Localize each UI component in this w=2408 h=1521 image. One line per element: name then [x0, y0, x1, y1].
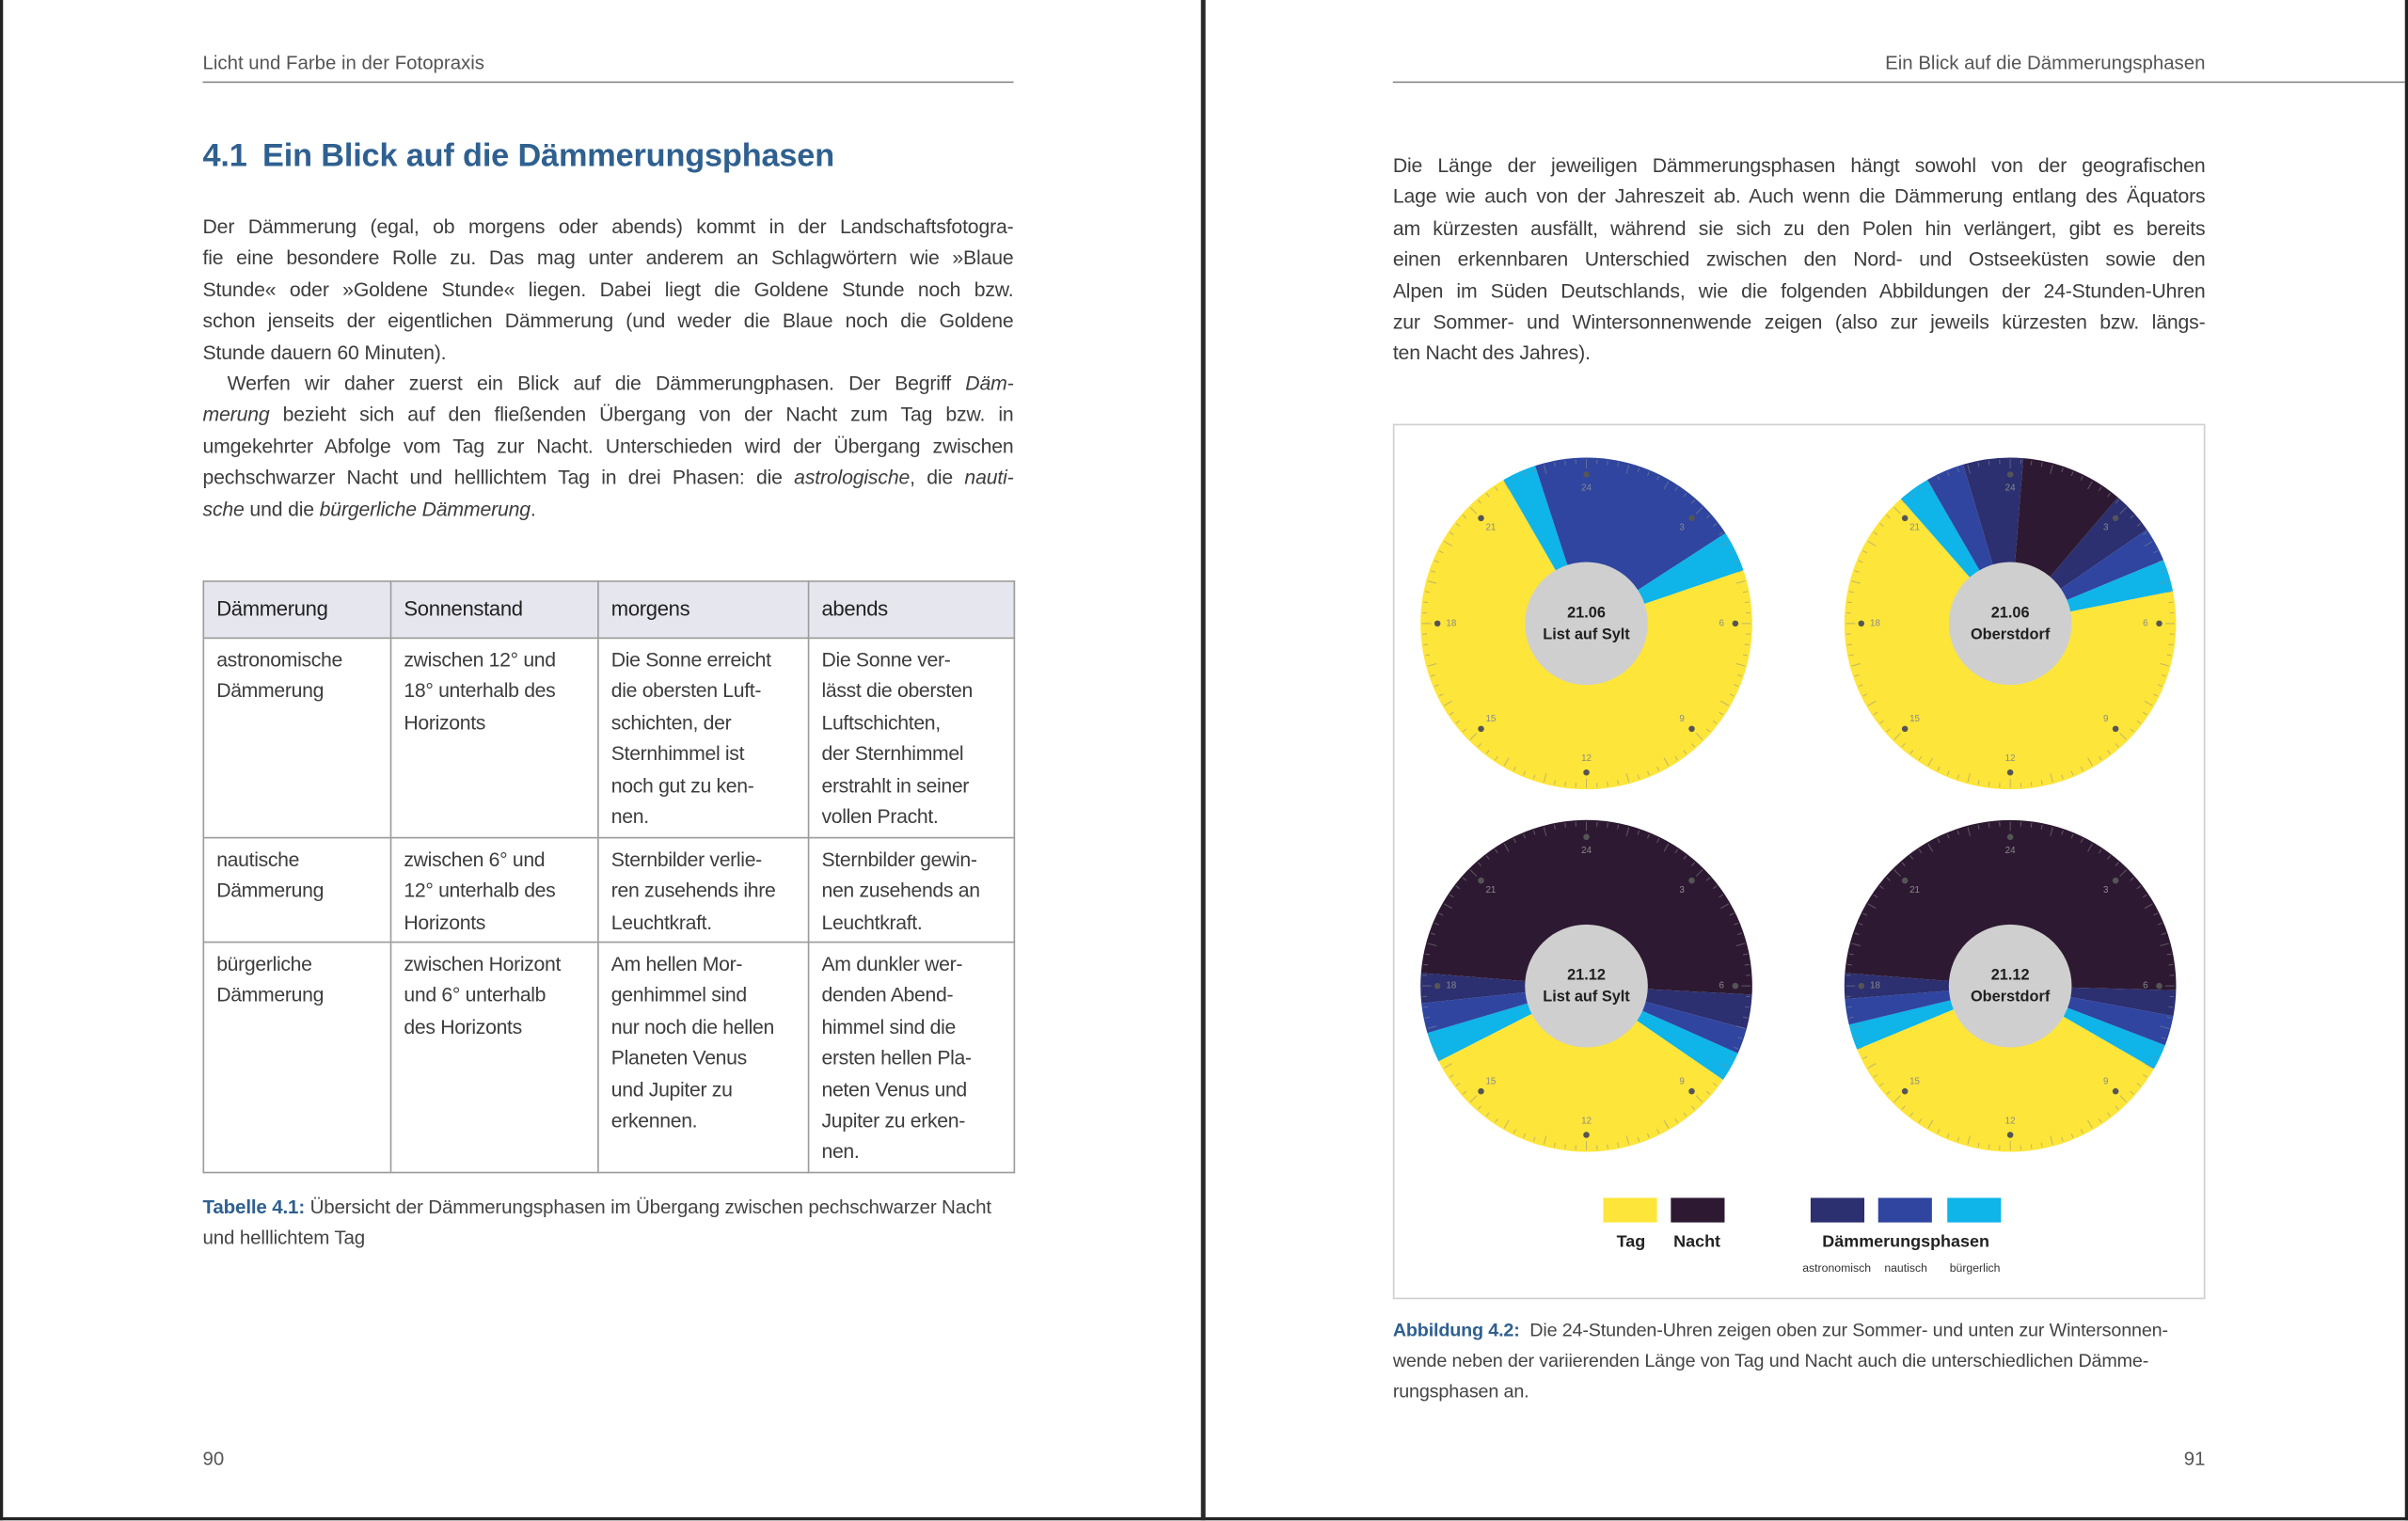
- body-text-right: [1393, 151, 2206, 370]
- clock-hour-label: 18: [1870, 980, 1880, 991]
- clock-center: [1949, 925, 2072, 1048]
- clock-hour-dot: [2007, 834, 2014, 841]
- table-row: [203, 838, 1014, 943]
- emphasis-text: bürgerliche Dämmerung: [319, 497, 531, 520]
- section-title: Ein Blick auf die Dämmerungsphasen: [262, 137, 834, 174]
- clock-hour-dot: [1733, 621, 1739, 627]
- clock-place: Oberstdorf: [1970, 626, 2051, 643]
- clock-hour-label: 9: [1679, 1076, 1685, 1087]
- table-cell: zwischen 6° und 12° unterhalb des Horizonts: [391, 838, 598, 943]
- clock-tick: [2031, 461, 2032, 466]
- clock-tick: [2031, 1145, 2032, 1149]
- table-caption: [203, 1192, 1014, 1253]
- clock-hour-dot: [1478, 878, 1484, 884]
- clock-place: List auf Sylt: [1543, 626, 1630, 643]
- clock-figure: [1393, 424, 2206, 1300]
- clock-hour-label: 15: [1485, 713, 1497, 724]
- clock-hour-label: 18: [1870, 618, 1880, 629]
- clock-tick: [1565, 823, 1566, 828]
- clock-hour-label: 24: [2004, 845, 2016, 856]
- clock-21-12-list-auf-sylt: [1420, 820, 1752, 1152]
- page-number-left: 90: [202, 1448, 225, 1470]
- table-cell: nautische Dämmerung: [203, 838, 390, 943]
- table-cell: zwischen Horizont und 6° unterhalb des Horizonts: [391, 943, 598, 1173]
- clock-hour-label: 12: [2004, 1116, 2016, 1127]
- legend-swatch-nautisch: [1878, 1197, 1932, 1222]
- legend-label-astronomisch: astronomisch: [1802, 1260, 1872, 1275]
- clock-hour-label: 6: [1719, 980, 1724, 991]
- clock-tick: [1847, 1006, 1852, 1007]
- text-line: [203, 275, 1014, 306]
- legend-label-tag: Tag: [1616, 1233, 1646, 1252]
- clock-tick: [1423, 602, 1428, 603]
- table-header-cell: abends: [809, 581, 1015, 638]
- clock-tick: [1565, 782, 1566, 786]
- emphasis-text: Däm-: [965, 372, 1014, 395]
- clock-hour-label: 21: [1485, 522, 1497, 533]
- clock-hour-dot: [1902, 1088, 1909, 1095]
- caption-text: Übersicht der Dämmerungsphasen im Übergang zwischen pechschwarzer Nacht und helllichtem Tag: [202, 1196, 991, 1249]
- clock-hour-dot: [2156, 621, 2162, 627]
- text-line: [1393, 214, 2206, 245]
- table-header-cell: Sonnenstand: [391, 581, 598, 638]
- clock-hour-dot: [1688, 878, 1695, 884]
- clock-hour-label: 9: [1679, 713, 1685, 724]
- clock-tick: [1423, 964, 1428, 965]
- text-run: Stunde dauern 60 Minuten).: [202, 340, 447, 364]
- clock-center: [1525, 562, 1648, 686]
- clock-hour-label: 24: [2004, 483, 2016, 494]
- running-head-right: Ein Blick auf die Dämmerungsphasen: [1885, 52, 2206, 74]
- figure-caption: [1393, 1315, 2206, 1407]
- clock-tick: [1988, 782, 1989, 786]
- text-run: Alpen im Süden Deutschlands, wie die folgenden Abbildungen der 24-Stunden-Uhren: [1392, 278, 2206, 302]
- table-cell: Am dunkler wer- denden Abend- himmel sind die ersten hellen Pla- neten Venus und Jupiter zu erken- nen.: [809, 943, 1015, 1173]
- clock-tick: [2168, 644, 2173, 645]
- legend-swatch-buergerlich: [1947, 1197, 2001, 1222]
- table-cell: astronomische Dämmerung: [203, 638, 390, 837]
- clock-tick: [1745, 644, 1750, 645]
- text-run: ten Nacht des Jahres).: [1392, 341, 1591, 365]
- clock-tick: [2031, 823, 2032, 828]
- legend-swatch-nacht: [1671, 1197, 1724, 1222]
- text-run: umgekehrter Abfolge vom Tag zur Nacht. Unterschieden wird der Übergang zwischen: [202, 434, 1014, 458]
- clock-hour-dot: [2113, 515, 2119, 522]
- clock-hour-dot: [1688, 515, 1695, 522]
- clock-hour-label: 3: [2103, 522, 2109, 533]
- clock-tick: [1988, 1145, 1989, 1149]
- text-run: .: [530, 497, 536, 520]
- clock-hour-label: 18: [1446, 980, 1457, 991]
- clock-hour-dot: [2113, 1088, 2119, 1095]
- clock-tick: [1745, 1006, 1750, 1007]
- text-run: schon jenseits der eigentlichen Dämmerung (und weder die Blaue noch die Goldene: [202, 309, 1014, 332]
- clock-21-06-oberstdorf: [1845, 458, 2177, 790]
- legend-label-buergerlich: bürgerlich: [1949, 1260, 2001, 1275]
- table-cell: Die Sonne ver- lässt die obersten Luftschichten, der Sternhimmel erstrahlt in seiner vollen Pracht.: [809, 638, 1015, 837]
- text-run: am kürzesten ausfällt, während sie sich zu den Polen hin verlängert, gibt es bereits: [1392, 215, 2206, 240]
- emphasis-text: merung: [202, 403, 270, 426]
- clock-21-06-list-auf-sylt: [1420, 458, 1752, 790]
- text-line: [1393, 276, 2206, 307]
- clock-hour-dot: [1583, 471, 1590, 478]
- clock-hour-dot: [2113, 726, 2119, 733]
- clock-tick: [1988, 461, 1989, 466]
- text-line: [203, 369, 1014, 400]
- clock-tick: [1565, 461, 1566, 466]
- table-cell: Die Sonne erreicht die obersten Luft- schichten, der Sternhimmel ist noch gut zu ken- nen.: [598, 638, 809, 837]
- table-header-cell: morgens: [598, 581, 809, 638]
- legend-swatch-astronomisch: [1811, 1197, 1864, 1222]
- clock-hour-dot: [1902, 515, 1909, 522]
- text-line: [1393, 182, 2206, 213]
- paragraph: [203, 369, 1014, 525]
- clock-hour-label: 6: [2143, 980, 2148, 991]
- text-run: einen erkennbaren Unterschied zwischen den Nord- und Ostseeküsten sowie den: [1392, 247, 2206, 271]
- clock-tick: [1988, 823, 1989, 828]
- text-line: [1393, 245, 2206, 276]
- clock-hour-dot: [1583, 769, 1590, 776]
- clock-hour-label: 3: [1679, 522, 1685, 533]
- text-line: [203, 463, 1014, 494]
- text-run: Die Länge der jeweiligen Dämmerungsphasen hängt sowohl von der geografischen: [1392, 153, 2206, 177]
- clock-tick: [1847, 964, 1852, 965]
- clock-hour-label: 24: [1581, 483, 1592, 494]
- clock-place: Oberstdorf: [1970, 988, 2051, 1006]
- clock-hour-label: 21: [1485, 885, 1497, 896]
- clock-tick: [2168, 602, 2173, 603]
- clock-hour-dot: [1583, 1132, 1590, 1138]
- clock-hour-dot: [1434, 621, 1441, 627]
- text-line: [203, 431, 1014, 462]
- text-line: [203, 337, 1014, 368]
- text-line: [1393, 307, 2206, 338]
- clock-hour-dot: [1733, 983, 1739, 990]
- clock-hour-dot: [1859, 983, 1865, 990]
- emphasis-text: sche: [202, 497, 245, 520]
- paragraph: [203, 212, 1014, 368]
- clock-hour-label: 3: [2103, 885, 2109, 896]
- clock-tick: [1847, 602, 1852, 603]
- clock-hour-label: 18: [1446, 618, 1457, 629]
- clock-hour-dot: [1478, 1088, 1484, 1095]
- clock-tick: [2031, 782, 2032, 786]
- clock-tick: [1565, 1145, 1566, 1149]
- clock-hour-dot: [2113, 878, 2119, 884]
- clock-21-12-oberstdorf: [1845, 820, 2177, 1152]
- clock-tick: [1847, 644, 1852, 645]
- text-line: [203, 306, 1014, 337]
- header-rule-right: [1393, 82, 2405, 84]
- clock-hour-dot: [2156, 983, 2162, 990]
- text-run: Stunde« oder »Goldene Stunde« liegen. Dabei liegt die Goldene Stunde noch bzw.: [202, 277, 1014, 301]
- text-run: zur Sommer- und Wintersonnenwende zeigen (also zur jeweils kürzesten bzw. längs-: [1392, 309, 2206, 334]
- clock-hour-dot: [1688, 726, 1695, 733]
- text-run: Werfen wir daher zuerst ein Blick auf die Dämmerungphasen. Der Begriff: [227, 372, 966, 395]
- legend-label-twilight: Dämmerungsphasen: [1822, 1233, 1989, 1252]
- clock-hour-dot: [1434, 983, 1441, 990]
- text-run: und die: [244, 497, 320, 520]
- clock-hour-label: 12: [1581, 1116, 1592, 1127]
- clock-tick: [2168, 1006, 2173, 1007]
- table-cell: Am hellen Mor- genhimmel sind nur noch die hellen Planeten Venus und Jupiter zu erkennen.: [598, 943, 809, 1173]
- clock-hour-label: 9: [2103, 713, 2109, 724]
- clock-tick: [2168, 964, 2173, 965]
- clock-center: [1525, 925, 1648, 1048]
- clock-hour-label: 24: [1581, 845, 1592, 856]
- clock-tick: [1745, 964, 1750, 965]
- clock-hour-label: 15: [1485, 1076, 1497, 1087]
- text-run: Der Dämmerung (egal, ob morgens oder abends) kommt in der Landschaftsfotogra-: [202, 214, 1014, 239]
- caption-label: Tabelle 4.1:: [202, 1196, 306, 1218]
- clock-hour-dot: [1583, 834, 1590, 841]
- clock-tick: [1423, 644, 1428, 645]
- clock-hour-dot: [1859, 621, 1865, 627]
- clock-date: 21.06: [1567, 604, 1606, 622]
- clock-hour-label: 15: [1909, 713, 1920, 724]
- clock-hour-dot: [1902, 726, 1909, 733]
- clock-charts: [1394, 425, 2207, 1193]
- page-number-right: 91: [2183, 1448, 2206, 1470]
- header-rule-left: [203, 82, 1014, 84]
- page-edge-left: [0, 0, 3, 1520]
- text-line: [203, 494, 1014, 525]
- clock-tick: [1423, 1006, 1428, 1007]
- table-cell: zwischen 12° und 18° unterhalb des Horizonts: [391, 638, 598, 837]
- paragraph: [1393, 151, 2206, 370]
- text-run: fie eine besondere Rolle zu. Das mag unter anderem an Schlagwörtern wie »Blaue: [202, 246, 1014, 270]
- text-line: [203, 244, 1014, 275]
- text-line: [203, 400, 1014, 431]
- clock-hour-dot: [1902, 878, 1909, 884]
- caption-text: Die 24-Stunden-Uhren zeigen oben zur Sommer- und unten zur Wintersonnen- wende neben der variierenden Länge von Tag und Nacht auch die unterschiedlichen Dämme- rungsphasen an.: [1392, 1319, 2168, 1402]
- table-row: [203, 943, 1014, 1173]
- clock-hour-label: 12: [2004, 753, 2016, 765]
- clock-date: 21.12: [1990, 966, 2030, 984]
- clock-hour-dot: [1688, 1088, 1695, 1095]
- legend-swatch-tag: [1603, 1197, 1656, 1222]
- clock-center: [1949, 562, 2072, 686]
- section-heading: [203, 138, 834, 175]
- table-header-cell: Dämmerung: [203, 581, 390, 638]
- text-run: , die: [910, 465, 965, 489]
- table-row: [203, 638, 1014, 837]
- text-run: Lage wie auch von der Jahreszeit ab. Auch wenn die Dämmerung entlang des Äquators: [1392, 184, 2206, 209]
- clock-hour-dot: [2007, 769, 2014, 776]
- clock-hour-label: 9: [2103, 1076, 2109, 1087]
- text-run: pechschwarzer Nacht und helllichtem Tag in drei Phasen: die: [202, 465, 795, 489]
- emphasis-text: nauti-: [964, 465, 1014, 489]
- clock-hour-dot: [1478, 515, 1484, 522]
- clock-date: 21.06: [1990, 604, 2030, 622]
- running-head-left: Licht und Farbe in der Fotopraxis: [202, 52, 484, 74]
- table-cell: Sternbilder gewin- nen zusehends an Leuchtkraft.: [809, 838, 1015, 943]
- legend-label-nacht: Nacht: [1673, 1233, 1721, 1252]
- clock-date: 21.12: [1567, 966, 1606, 984]
- caption-label: Abbildung 4.2:: [1392, 1319, 1520, 1341]
- text-line: [203, 212, 1014, 243]
- section-number: 4.1: [202, 137, 247, 174]
- text-line: [1393, 151, 2206, 182]
- text-line: [1393, 339, 2206, 370]
- clock-hour-label: 21: [1909, 885, 1920, 896]
- text-run: bezieht sich auf den fließenden Übergang von der Nacht zum Tag bzw. in: [269, 403, 1014, 426]
- clock-tick: [1745, 602, 1750, 603]
- table-header-row: [203, 581, 1014, 638]
- table-cell: Sternbilder verlie- ren zusehends ihre Leuchtkraft.: [598, 838, 809, 943]
- twilight-table: [203, 580, 1016, 1173]
- clock-hour-dot: [2007, 1132, 2014, 1138]
- clock-hour-label: 6: [1719, 618, 1724, 629]
- clock-hour-label: 6: [2143, 618, 2148, 629]
- clock-hour-label: 12: [1581, 753, 1592, 765]
- clock-hour-dot: [1478, 726, 1484, 733]
- clock-hour-label: 3: [1679, 885, 1685, 896]
- emphasis-text: astrologische: [794, 465, 911, 489]
- legend-label-nautisch: nautisch: [1884, 1260, 1927, 1275]
- clock-hour-label: 21: [1909, 522, 1920, 533]
- table-cell: bürgerliche Dämmerung: [203, 943, 390, 1173]
- clock-hour-dot: [2007, 471, 2014, 478]
- clock-hour-label: 15: [1909, 1076, 1920, 1087]
- body-text-left: [203, 212, 1014, 525]
- clock-place: List auf Sylt: [1543, 988, 1630, 1006]
- page-gutter: [1201, 0, 1206, 1520]
